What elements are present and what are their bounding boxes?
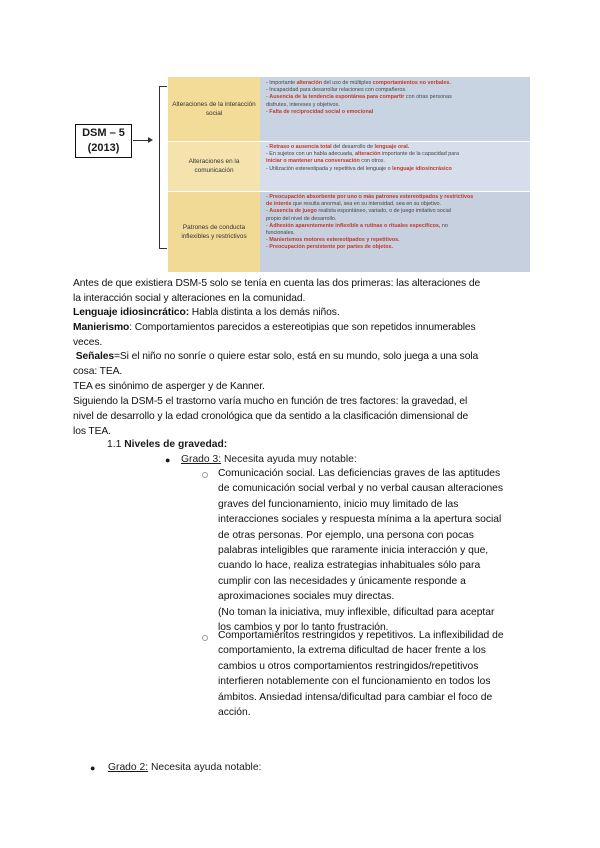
highlighted-text: Ausencia de juego	[269, 208, 317, 215]
paragraph-tea: TEA es sinónimo de asperger y de Kanner.	[73, 381, 265, 392]
criteria-text: - En sujetos con un habla adecuada,	[266, 151, 356, 158]
criteria-line	[266, 223, 526, 230]
criteria-category: Patrones de conducta inflexibles y restrictivos	[168, 191, 260, 272]
text-line: Siguiendo la DSM-5 el trastorno varía mucho en función de tres factores: la gravedad, el	[73, 396, 468, 407]
criteria-details	[260, 191, 530, 272]
text-line: palabras inteligibles que raramente inicia interacción y que,	[218, 545, 489, 557]
criteria-text: - Incapacidad para desarrollar relaciones con compañeros.	[266, 87, 407, 94]
criteria-text: -	[266, 144, 270, 150]
criteria-text: -	[266, 244, 270, 251]
criteria-line	[266, 201, 526, 208]
criteria-row-social	[168, 77, 530, 141]
criteria-text: con otros.	[359, 158, 385, 165]
highlighted-text: alteración	[296, 80, 323, 86]
criteria-line	[266, 94, 526, 101]
highlighted-text: Adhesión aparentemente inflexible a rutinas o rituales específicos,	[269, 222, 441, 229]
criteria-text: del desarrollo de	[331, 144, 375, 150]
criteria-text: -	[266, 237, 270, 244]
text-line: Comportamientos restringidos y repetitivos. La inflexibilidad de	[218, 630, 504, 641]
highlighted-text: comportamientos no verbales.	[372, 80, 451, 86]
criteria-text: -	[266, 108, 270, 115]
highlighted-text: Retraso o ausencia total	[269, 144, 332, 150]
criteria-line	[266, 80, 526, 87]
criteria-line	[266, 158, 526, 165]
grado3-label: Grado 3:	[181, 454, 222, 465]
criteria-line	[266, 166, 526, 173]
text-line: graves del funcionamiento, inicio muy limitado de las	[218, 498, 459, 510]
bullet-icon: ●	[165, 455, 171, 465]
highlighted-text: lenguaje oral.	[374, 144, 410, 150]
grado2-item	[108, 761, 261, 775]
text-line: ámbitos. Ansiedad intensa/dificultad para cambiar el foco de	[218, 691, 493, 703]
criteria-line	[266, 151, 526, 158]
grado3-text: Necesita ayuda muy notable:	[221, 454, 357, 465]
grado3-social-communication	[218, 466, 538, 635]
text-line: aproximaciones sociales muy directas.	[218, 591, 395, 603]
circle-bullet-icon	[202, 635, 208, 641]
criteria-details	[260, 141, 530, 191]
text-line: comportamiento, la extrema dificultad de hacer frente a los	[218, 645, 486, 657]
criteria-text: -	[266, 222, 270, 229]
text-line: (No toman la iniciativa, muy inflexible, dificultad para aceptar	[218, 606, 495, 618]
highlighted-text: Preocupación persistente por partes de objetos.	[269, 244, 394, 251]
section-heading	[107, 438, 227, 452]
criteria-text: -	[266, 208, 270, 215]
term-definition: : Comportamientos parecidos a estereotipias que son repetidos innumerables	[129, 322, 476, 333]
criteria-details	[260, 77, 530, 141]
text-line: nivel de desarrollo y la edad cronológica que da sentido a la clasificación dimensional de	[73, 410, 469, 422]
text-line: la interacción social y alteraciones en la comunidad.	[73, 292, 306, 304]
term-definition: =Si el niño no sonríe o quiere estar solo, está en su mundo, solo juega a una sola	[114, 351, 479, 362]
criteria-line	[266, 109, 526, 116]
term-definition: Habla distinta a los demás niños.	[189, 307, 340, 318]
criteria-line	[266, 87, 526, 94]
term-label: Manierismo	[73, 322, 130, 333]
criteria-text: del uso de múltiples	[322, 80, 373, 86]
criteria-text: importante de la capacidad para	[380, 151, 459, 158]
criteria-line	[266, 230, 526, 237]
text-line: los cambios y por lo tanto frustración.	[218, 622, 389, 634]
criteria-text: - Importante	[266, 80, 297, 86]
dsm5-box-title: DSM – 5	[82, 127, 125, 139]
row-divider	[168, 141, 530, 142]
criteria-text: que resulta anormal, sea en su intensidad, sea en su objetivo.	[291, 201, 442, 208]
criteria-text: no	[440, 222, 448, 229]
criteria-row-behavior	[168, 191, 530, 272]
criteria-category: Alteraciones en la comunicación	[168, 141, 260, 191]
text-line: interfieren notablemente con el funcionamiento en todos los	[218, 676, 491, 688]
section-number: 1.1	[107, 439, 125, 450]
criteria-text: -	[266, 194, 270, 200]
dsm5-box	[75, 124, 132, 158]
criteria-line	[266, 194, 526, 201]
arrow-right-icon	[148, 137, 153, 143]
text-line: Comunicación social. Las deficiencias graves de las aptitudes	[218, 468, 501, 479]
dsm5-criteria-table	[168, 77, 530, 272]
criteria-text: -	[266, 94, 270, 101]
criteria-text: realista espontáneo, variado, o de juego imitativo social	[316, 208, 451, 215]
term-label: Señales	[75, 351, 114, 362]
row-divider	[168, 191, 530, 192]
highlighted-text: Manierismos motores estereotipados y repetitivos.	[269, 237, 400, 244]
dsm5-box-year: (2013)	[87, 142, 120, 154]
criteria-text: propio del nivel de desarrollo.	[266, 215, 337, 222]
paragraph-intro	[73, 277, 543, 307]
section-title: Niveles de gravedad:	[124, 439, 228, 450]
text-line: cumplir con las necesidades y únicamente responde a	[218, 575, 466, 587]
criteria-line	[266, 102, 526, 109]
text-line: de otras personas. Por ejemplo, una persona con pocas	[218, 529, 474, 541]
highlighted-text: Ausencia de la tendencia espontánea para compartir	[269, 94, 405, 101]
criteria-text: disfrutes, intereses y objetivos.	[266, 101, 340, 108]
highlighted-text: Preocupación absorbente por uno o más patrones estereotipados y restrictivos	[269, 194, 474, 200]
criteria-line	[266, 244, 526, 251]
text-line: cuando lo hace, realiza estrategias inhabituales sólo para	[218, 560, 481, 572]
paragraph-dsm5	[73, 395, 543, 439]
highlighted-text: lenguaje idiosincrásico	[392, 165, 452, 172]
text-line: veces.	[73, 336, 103, 348]
grado3-restricted-behavior	[218, 628, 538, 720]
circle-bullet-icon	[202, 472, 208, 478]
highlighted-text: iniciar o mantener una conversación	[266, 158, 360, 165]
paragraph-manierismo	[73, 321, 543, 351]
term-label: Lenguaje idiosincrático:	[73, 307, 190, 318]
grado2-label: Grado 2:	[108, 762, 149, 773]
text-line: los TEA.	[73, 425, 111, 437]
criteria-text: con otras personas	[404, 94, 452, 101]
highlighted-text: alteración	[355, 151, 381, 158]
text-line: Antes de que existiera DSM-5 solo se tenía en cuenta las dos primeras: las alteraciones de	[73, 278, 481, 289]
text-line: interacciones sociales y respuesta mínima a la apertura social	[218, 514, 502, 526]
criteria-line	[266, 208, 526, 215]
grado3-item	[181, 453, 357, 467]
criteria-row-communication	[168, 141, 530, 191]
criteria-text: - Utilización estereotipada y repetitiva del lenguaje o	[266, 165, 393, 172]
highlighted-text: de interés	[266, 201, 292, 208]
criteria-line	[266, 144, 526, 151]
criteria-line	[266, 216, 526, 223]
paragraph-lenguaje	[73, 306, 543, 321]
criteria-line	[266, 237, 526, 244]
grado2-text: Necesita ayuda notable:	[148, 762, 262, 773]
text-line: cambios u otros comportamientos restringidos/repetitivos	[218, 660, 479, 672]
highlighted-text: Falta de reciprocidad social o emocional	[269, 108, 374, 115]
criteria-text: funcionales.	[266, 230, 295, 237]
paragraph-senales	[73, 350, 543, 380]
criteria-category: Alteraciones de la interacción social	[168, 77, 260, 141]
bullet-icon: ●	[90, 763, 96, 773]
bracket	[159, 86, 167, 249]
text-line: de comunicación social verbal y no verbal causan alteraciones	[218, 483, 504, 495]
text-line: acción.	[218, 707, 251, 719]
text-line: cosa: TEA.	[73, 365, 123, 377]
